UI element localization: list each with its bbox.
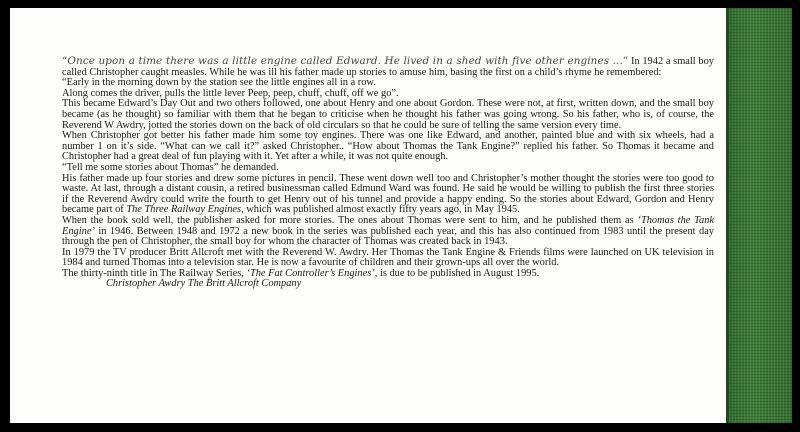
green-cloth-spine	[726, 8, 792, 423]
series-text-a: When the book sold well, the publisher asked for more stories. The ones about Thomas were sent to him, and he published them as	[62, 214, 638, 226]
thirty-ninth-text-a: The thirty-ninth title in The Railway Series,	[62, 267, 247, 279]
publication-text-a: His father made up four stories and drew some pictures in pencil. These went down well too and Christopher’s mother thought the stories were too good to waste. At last, through a distant cousin, a retired businessman called Edmund Ward was found. He said he would be willing to publish the first three stories if the Reverend Awdry could write the fourth to get Henry out of his tunnel and provide a happy ending. So the stories about Edward, Gordon and Henry became part of	[62, 172, 714, 216]
rhyme-line-1: “Early in the morning down by the station see the little engines all in a row.	[62, 77, 376, 89]
paragraph-edwards-day-out: This became Edward’s Day Out and two others followed, one about Henry and one about Gordon. These were not, at first, written down, and the small boy became (as he thought) so familiar with them that he began to criticise when he thought his father was going wrong. So his father, who is, of course, the Reverend W Awdry, jotted the stories down on the back of old circulars so that he could be sure of telling the same version every time.	[62, 98, 714, 131]
publication-text-b: , which was published almost exactly fifty years ago, in May 1945.	[241, 204, 520, 216]
opening-quote: “Once upon a time there was a little engine called Edward. He lived in a shed with five other engines ...”	[62, 55, 629, 67]
series-text-b: in 1946. Between 1948 and 1972 a new book in the series was published each year, and this has also continued from 1983 until the present day through the pen of Christopher, the small boy for whom the character of Thomas was created back in 1943.	[62, 225, 714, 248]
paragraph-series	[62, 216, 714, 248]
signature: Christopher Awdry The Britt Allcroft Company	[106, 278, 302, 290]
rhyme-line-2: Along comes the driver, pulls the little lever Peep, peep, chuff, chuff, off we go”.	[62, 87, 399, 99]
book-title-thomas: ‘Thomas the Tank Engine’	[62, 214, 715, 237]
thirty-ninth-text-b: , is due to be published in August 1995.	[374, 267, 540, 279]
book-title-fat-controller: ‘The Fat Controller’s Engines’	[246, 267, 375, 279]
spine-edge	[726, 8, 729, 423]
paragraph-toy-engines: When Christopher got better his father made him some toy engines. There was one like Edward, and another, painted blue and with six wheels, had a number 1 on it’s side. “What can we call it?” asked Christopher.. “How about Thomas the Tank Engine?” replied his father. So Thomas it became and Christopher had a great deal of fun playing with it. Yet after a while, it was not quite enough.	[62, 130, 714, 163]
paragraph-demand: “Tell me some stories about Thomas” he demanded.	[62, 161, 279, 173]
book-title-three-railway-engines: The Three Railway Engines	[126, 204, 242, 216]
paragraph-intro	[62, 56, 714, 78]
intro-text: In 1942 a small boy called Christopher caught measles. While he was ill his father made up stories to amuse him, basing the first on a child’s rhyme he remembered:	[62, 56, 714, 78]
paragraph-publication	[62, 174, 714, 216]
paragraph-television: In 1979 the TV producer Britt Allcroft met with the Reverend W. Awdry. Her Thomas the Tank Engine & Friends films were launched on UK television in 1984 and turned Thomas into a television star. He is now a favourite of children and their grown-ups all over the world.	[62, 246, 714, 269]
article-body	[62, 56, 714, 290]
